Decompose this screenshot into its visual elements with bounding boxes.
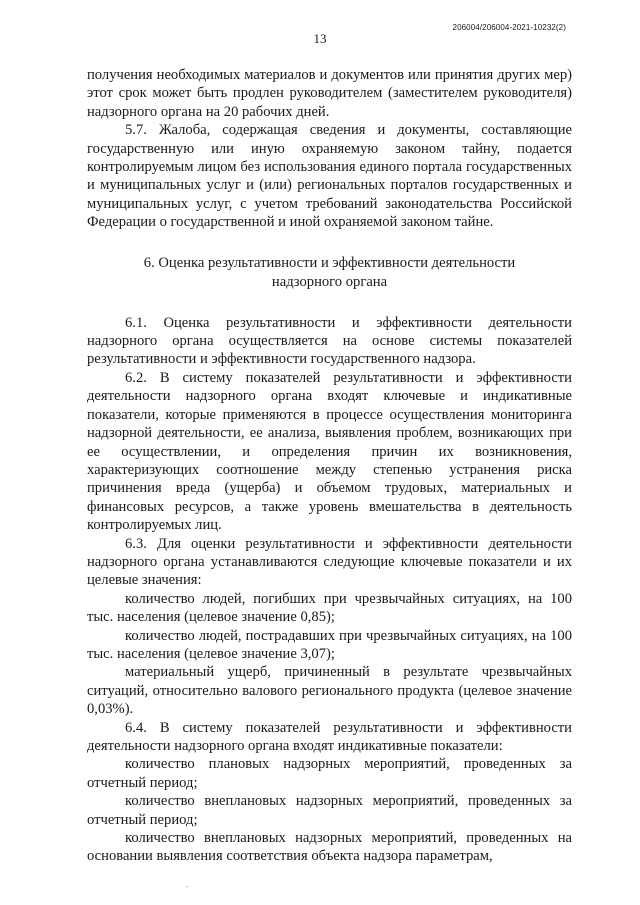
paragraph-continuation: получения необходимых материалов и документов или принятия других мер) этот срок может быть продлен руководителем (заместителем руководителя) надзорного органа на 20 рабочих дней. [87,67,572,120]
list-item-injured: количество людей, пострадавших при чрезвычайных ситуациях, на 100 тыс. населения (целевое значение 3,07); [87,627,572,662]
list-item-unplanned: количество внеплановых надзорных мероприятий, проведенных за отчетный период; [87,793,572,828]
paragraph-6-1: 6.1. Оценка результативности и эффективности деятельности надзорного органа осуществляется на основе системы показателей результативности и эффективности государственного надзора. [87,314,572,368]
list-item-planned: количество плановых надзорных мероприятий, проведенных за отчетный период; [87,756,572,791]
paragraph-6-3: 6.3. Для оценки результативности и эффективности деятельности надзорного органа устанавливаются следующие ключевые показатели и их целевые значения: [87,535,572,589]
page-number: 13 [313,31,327,46]
document-body [87,66,572,866]
paragraph-6-4: 6.4. В систему показателей результативности и эффективности деятельности надзорного органа входят индикативные показатели: [87,719,572,754]
list-item-damage: материальный ущерб, причиненный в результате чрезвычайных ситуаций, относительно валового регионального продукта (целевое значение 0,03%). [87,664,572,718]
list-item-deaths: количество людей, погибших при чрезвычайных ситуациях, на 100 тыс. населения (целевое значение 0,85); [87,590,572,626]
scan-mark [186,886,188,887]
paragraph-6-2: 6.2. В систему показателей результативности и эффективности деятельности надзорного органа входят ключевые и индикативные показатели, которые применяются в процессе осуществления мониторинга надзорной деятельности, ее анализа, выявления проблем, возникающих при ее осуществлении, и определения причин их возникновения, характеризующих соотношение между степенью устранения риска причинения вреда (ущерба) и объемом трудовых, материальных и финансовых ресурсов, а также уровень вмешательства в деятельность контролируемых лиц. [87,369,572,534]
document-id: 206004/206004-2021-10232(2) [452,23,566,32]
section-heading [87,254,572,292]
section-heading-line-2: надзорного органа [271,273,388,290]
list-item-unplanned-basis: количество внеплановых надзорных мероприятий, проведенных на основании выявления соответствия объекта надзора параметрам, [87,830,572,865]
paragraph-5-7: 5.7. Жалоба, содержащая сведения и документы, составляющие государственную или иную охраняемую законом тайну, подается контролируемым лицом без использования единого портала государственных и муниципальных услуг и (или) региональных порталов государственных и муниципальных услуг, с учетом требований законодательства Российской Федерации о государственной и иной охраняемой законом тайне. [87,122,572,231]
section-heading-line-1: 6. Оценка результативности и эффективности деятельности [143,254,516,271]
